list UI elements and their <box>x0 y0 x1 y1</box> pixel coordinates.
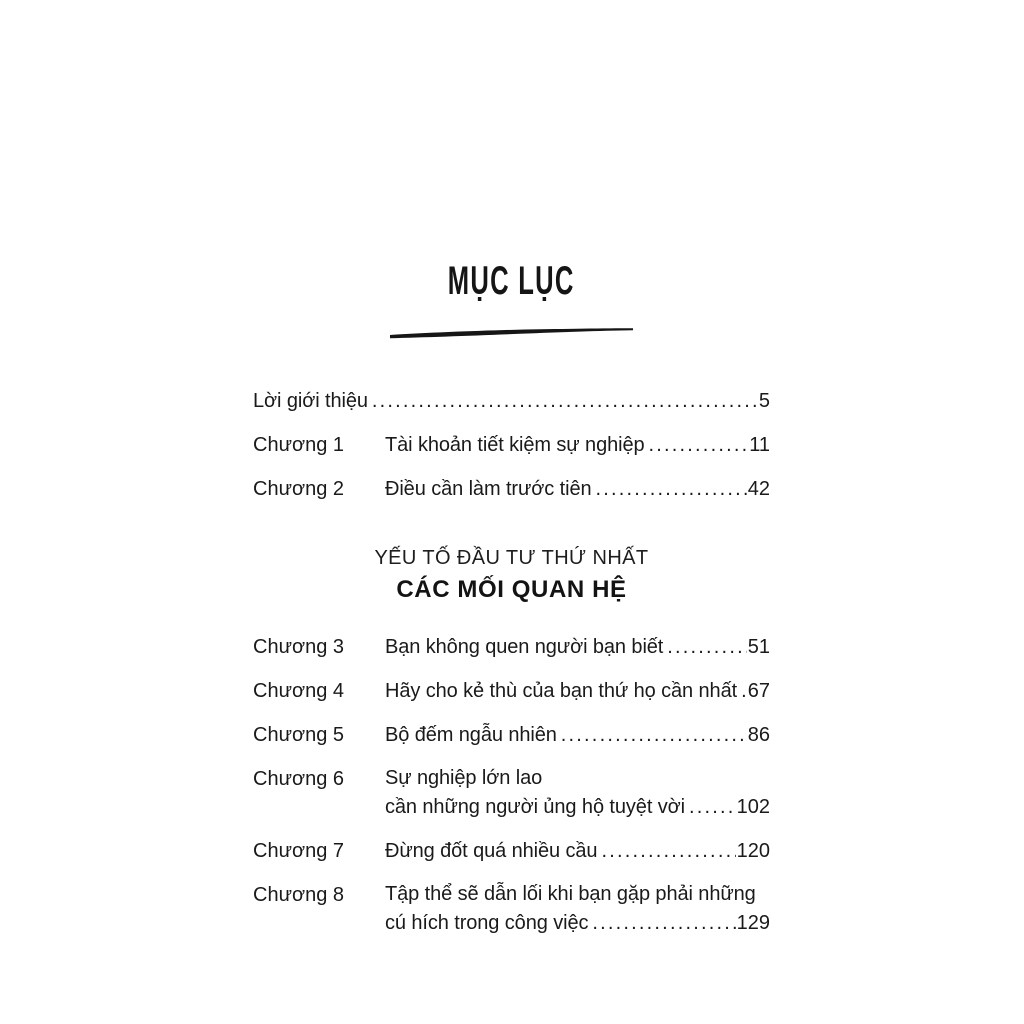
entry-title-line1: Tập thể sẽ dẫn lối khi bạn gặp phải những <box>385 883 756 905</box>
toc-entry-chapter-2 <box>253 474 770 504</box>
entry-title: Bộ đếm ngẫu nhiên <box>385 724 557 746</box>
page-number: 120 <box>736 840 770 862</box>
dot-leader <box>649 430 749 460</box>
title-underline <box>253 326 770 342</box>
chapter-label: Chương 7 <box>253 840 344 862</box>
toc-entry-front-matter <box>253 386 770 416</box>
toc-title-wrap <box>253 261 770 310</box>
chapter-label: Chương 4 <box>253 680 344 702</box>
toc-rows <box>253 386 770 938</box>
dot-leader <box>741 676 747 706</box>
chapter-label: Chương 1 <box>253 434 344 456</box>
entry-title-line1: Sự nghiệp lớn lao <box>385 767 543 789</box>
page-title: MỤC LỤC <box>447 259 575 303</box>
section-kicker: YẾU TỐ ĐẦU TƯ THỨ NHẤT <box>374 547 649 569</box>
toc-entry-chapter-8 <box>253 880 770 938</box>
toc-entry-chapter-3 <box>253 632 770 662</box>
dot-leader <box>561 720 747 750</box>
entry-title-line2: cần những người ủng hộ tuyệt vời <box>385 796 685 818</box>
toc-entry-chapter-5 <box>253 720 770 750</box>
entry-title: Đừng đốt quá nhiều cầu <box>385 840 598 862</box>
toc-entry-chapter-4 <box>253 676 770 706</box>
page-number: 51 <box>747 636 770 658</box>
entry-title: Điều cần làm trước tiên <box>385 478 592 500</box>
chapter-label: Chương 6 <box>253 768 344 790</box>
page-number: 129 <box>736 912 770 934</box>
toc-entry-chapter-1 <box>253 430 770 460</box>
section-heading <box>253 544 770 606</box>
chapter-label: Chương 8 <box>253 884 344 906</box>
page-number: 5 <box>758 390 770 412</box>
toc-column <box>253 0 770 952</box>
entry-title: Lời giới thiệu <box>253 390 368 412</box>
page-number: 67 <box>747 680 770 702</box>
section-title: CÁC MỐI QUAN HỆ <box>396 576 627 603</box>
entry-title: Bạn không quen người bạn biết <box>385 636 664 658</box>
entry-title-line2: cú hích trong công việc <box>385 912 589 934</box>
entry-title: Tài khoản tiết kiệm sự nghiệp <box>385 434 645 456</box>
chapter-label: Chương 2 <box>253 478 344 500</box>
dot-leader <box>689 793 736 822</box>
dot-leader <box>601 836 735 866</box>
chapter-label: Chương 3 <box>253 636 344 658</box>
page-number: 102 <box>736 796 770 818</box>
chapter-label: Chương 5 <box>253 724 344 746</box>
page-number: 11 <box>749 434 770 456</box>
dot-leader <box>592 909 735 938</box>
toc-entry-chapter-7 <box>253 836 770 866</box>
entry-title: Hãy cho kẻ thù của bạn thứ họ cần nhất <box>385 680 738 702</box>
page-number: 86 <box>747 724 770 746</box>
page-number: 42 <box>747 478 770 500</box>
dot-leader <box>667 632 746 662</box>
dot-leader <box>372 386 758 416</box>
toc-entry-chapter-6 <box>253 764 770 822</box>
dot-leader <box>596 474 747 504</box>
